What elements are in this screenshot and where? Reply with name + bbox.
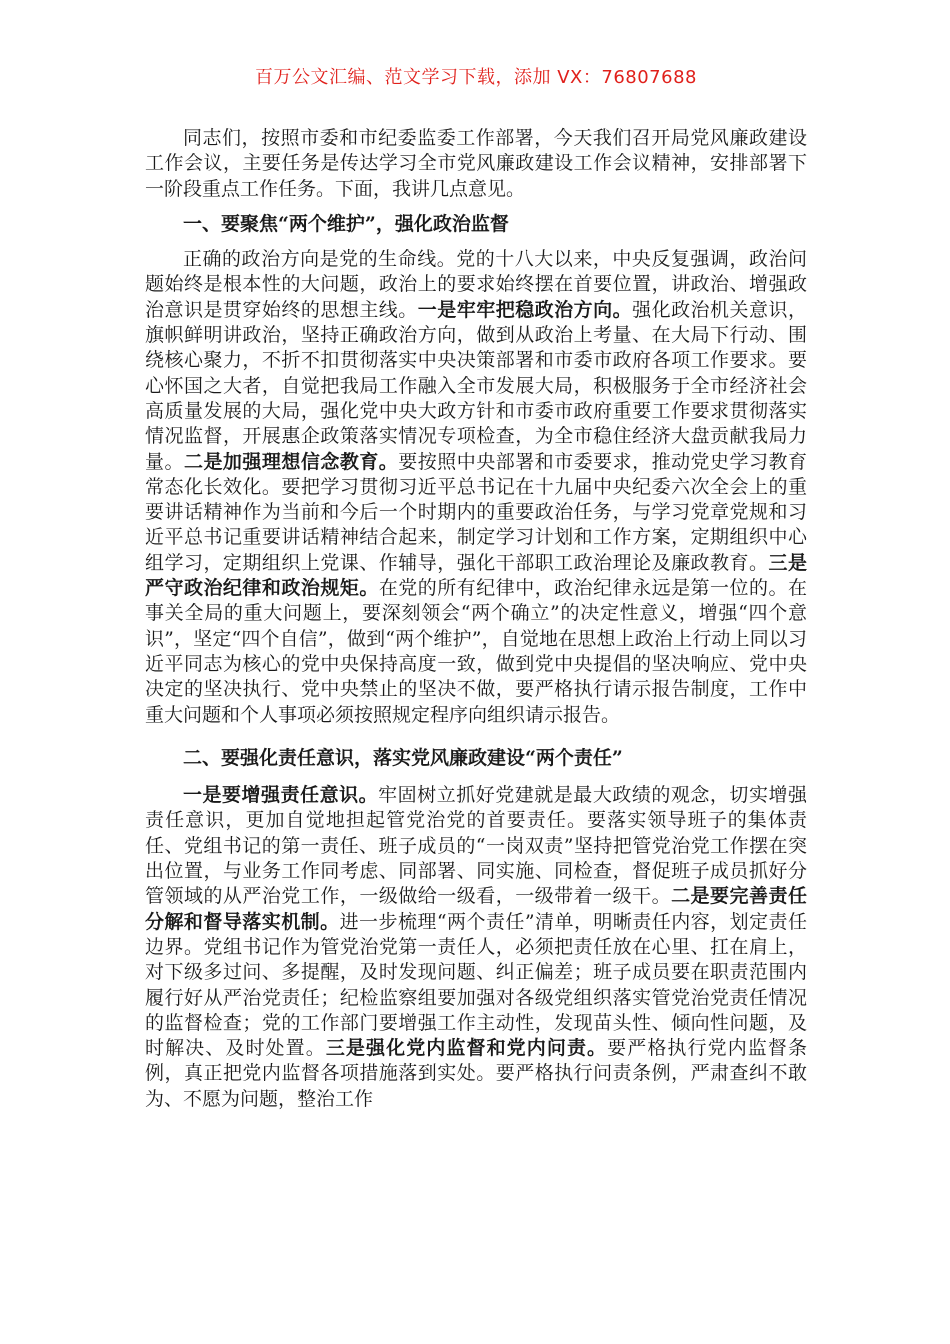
section2-point-3: 三是强化党内监督和党内问责。	[325, 1037, 608, 1060]
section1-point-1: 一是牢牢把稳政治方向。	[417, 298, 633, 321]
section2-point-2: 二是要完善责任分解和督导落实机制。	[145, 885, 807, 933]
section2-text-2: 进一步梳理“两个责任”清单，明晰责任内容，划定责任边界。党组书记作为管党治党第一责任人，必须把责任放在心里、扛在肩上，对下级多过问、多提醒，及时发现问题、纠正偏差；班子成员要在职责范围内履行好从严治党责任；纪检监察组要加强对各级党组织落实管党治党责任情况的监督检查；党的工作部门要增强工作主动性，发现苗头性、倾向性问题，及时解决、及时处置。	[145, 910, 807, 1060]
section-heading-1: 一、要聚焦“两个维护”，强化政治监督	[183, 212, 509, 235]
watermark-banner: 百万公文汇编、范文学习下载，添加 VX：76807688	[255, 67, 697, 88]
section2-text-3: 要严格执行党内监督条例，真正把党内监督各项措施落到实处。要严格执行问责条例，严肃查纠不敢为、不愿为问题，整治工作	[145, 1037, 807, 1110]
section1-point-2: 二是加强理想信念教育。	[183, 450, 399, 473]
section1-text-1: 正确的政治方向是党的生命线。党的十八大以来，中央反复强调，政治问题始终是根本性的大问题，政治上的要求始终摆在首要位置，讲政治、增强政治意识是贯穿始终的思想主线。	[145, 248, 807, 321]
section1-text-2: 强化政治机关意识，旗帜鲜明讲政治，坚持正确政治方向，做到从政治上考量、在大局下行动、围绕核心聚力，不折不扣贯彻落实中央决策部署和市委市政府各项工作要求。要心怀国之大者，自觉把我局工作融入全市发展大局，积极服务于全市经济社会高质量发展的大局，强化党中央大政方针和市委市政府重要工作要求贯彻落实情况监督，开展惠企政策落实情况专项检查，为全市稳住经济大盘贡献我局力量。	[145, 298, 807, 473]
section1-paragraph	[145, 247, 807, 728]
section1-point-3: 三是严守政治纪律和政治规矩。	[145, 551, 807, 600]
intro-paragraph: 同志们，按照市委和市纪委监委工作部署，今天我们召开局党风廉政建设工作会议，主要任务是传达学习全市党风廉政建设工作会议精神，安排部署下一阶段重点工作任务。下面，我讲几点意见。	[145, 127, 807, 200]
section-heading-2: 二、要强化责任意识，落实党风廉政建设“两个责任”	[183, 746, 623, 769]
section2-paragraph	[145, 783, 807, 1112]
section2-point-1: 一是要增强责任意识。	[183, 784, 379, 807]
document-page	[145, 64, 807, 1112]
section2-text-1: 牢固树立抓好党建就是最大政绩的观念，切实增强责任意识，更加自觉地担起管党治党的首要责任。要落实领导班子的集体责任、党组书记的第一责任、班子成员的“一岗双责”坚持把管党治党工作摆在突出位置，与业务工作同考虑、同部署、同实施、同检查，督促班子成员抓好分管领域的从严治党工作，一级做给一级看，一级带着一级干。	[145, 784, 807, 908]
section1-text-3: 要按照中央部署和市委要求，推动党史学习教育常态化长效化。要把学习贯彻习近平总书记在十九届中央纪委六次全会上的重要讲话精神作为当前和今后一个时期内的重要政治任务，与学习党章党规和习近平总书记重要讲话精神结合起来，制定学习计划和工作方案，定期组织中心组学习，定期组织上党课、作辅导，强化干部职工政治理论及廉政教育。	[145, 450, 807, 574]
section1-text-4: 在党的所有纪律中，政治纪律永远是第一位的。在事关全局的重大问题上，要深刻领会“两个确立”的决定性意义，增强“四个意识”，坚定“四个自信”，做到“两个维护”，自觉地在思想上政治上行动上同以习近平同志为核心的党中央保持高度一致，做到党中央提倡的坚决响应、党中央决定的坚决执行、党中央禁止的坚决不做，要严格执行请示报告制度，工作中重大问题和个人事项必须按照规定程序向组织请示报告。	[145, 577, 807, 726]
